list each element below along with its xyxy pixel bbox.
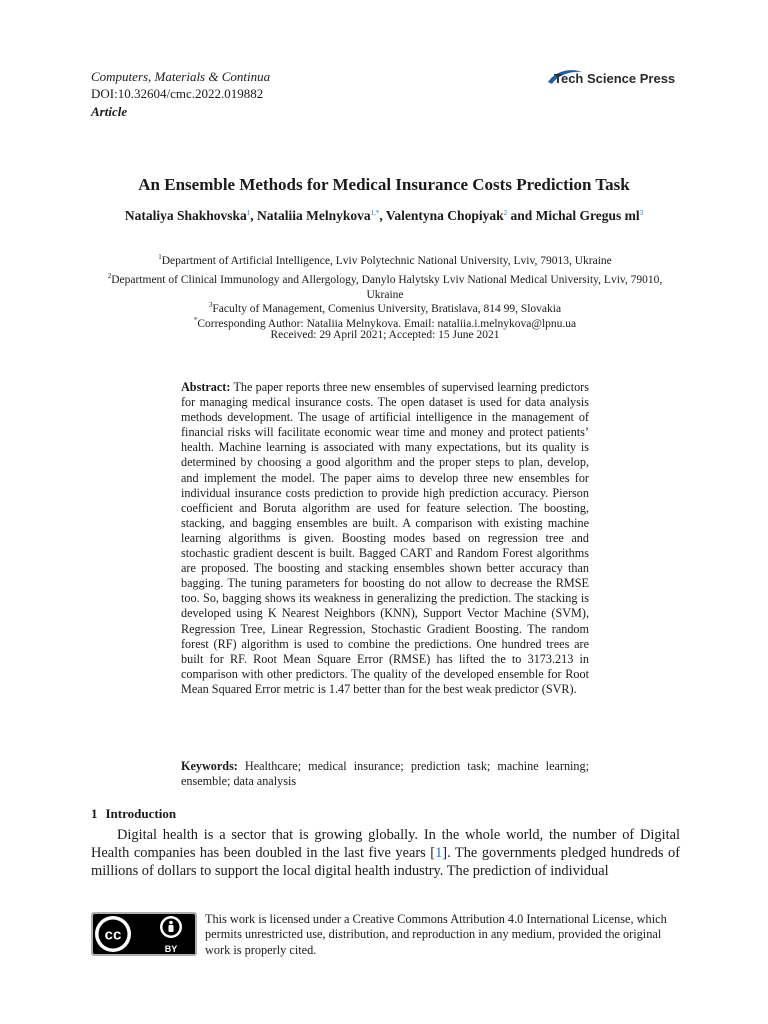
corresponding-marker: * bbox=[193, 316, 198, 324]
abstract-label: Abstract: bbox=[181, 380, 231, 394]
author-affil-marker[interactable]: 3 bbox=[639, 209, 644, 217]
section-title: Introduction bbox=[105, 806, 177, 821]
keywords-text: Healthcare; medical insurance; prediction task; machine learning; ensemble; data analysis bbox=[181, 759, 589, 789]
author-separator: , bbox=[379, 208, 386, 223]
intro-text: Digital health is a sector that is growing globally. In the whole world, the number of Digital Health companies has been doubled in the last five years [ bbox=[91, 827, 680, 861]
section-number: 1 bbox=[91, 806, 98, 821]
author-name: Nataliya Shakhovska bbox=[124, 208, 247, 223]
abstract-text: The paper reports three new ensembles of supervised learning predictors for managing medical insurance costs. The open dataset is used for data analysis methods development. The usage of artificial intelligence in the management of financial risks will facilitate economic wear time and money and protect patients’ health. Machine learning is associated with many expectations, but its quality is determined by choosing a good algorithm and the proper steps to plan, develop, and implement the model. The paper aims to develop three new ensembles for individual insurance costs prediction to provide high prediction accuracy. Pierson coefficient and Boruta algorithm are used for feature selection. The boosting, stacking, and bagging ensembles are built. A comparison with existing machine learning algorithms is given. Boosting modes based on regression tree and stochastic gradient descent is built. Bagged CART and Random Forest algorithms are proposed. The boosting and stacking ensembles shown better accuracy than bagging. The tuning parameters for boosting do not allow to decrease the RMSE too. So, bagging shows its weakness in generalizing the prediction. The stacking is developed using K Nearest Neighbors (KNN), Support Vector Machine (SVM), Regression Tree, Linear Regression, Stochastic Gradient Boosting. The random forest (RF) algorithm is used to combine the predictions. One hundred trees are built for RF. Root Mean Square Error (RMSE) has lifted the to 3173.213 in comparison with other predictors. The quality of the developed ensemble for Root Mean Squared Error metric is 1.47 better than for the best weak predictor (SVR). bbox=[181, 380, 589, 696]
affiliation-marker: 1 bbox=[158, 253, 162, 261]
license-text: This work is licensed under a Creative Commons Attribution 4.0 International License, which permits unrestricted use, distribution, and reproduction in any medium, provided the original work is properly cited. bbox=[205, 912, 667, 957]
author-name: Michal Gregus ml bbox=[535, 208, 640, 223]
doi: DOI:10.32604/cmc.2022.019882 bbox=[91, 86, 264, 101]
introduction-paragraph bbox=[91, 826, 680, 880]
author-name: Nataliia Melnykova bbox=[257, 208, 371, 223]
affiliation-1 bbox=[95, 250, 675, 269]
affiliation-marker: 3 bbox=[208, 301, 213, 309]
keywords bbox=[181, 759, 589, 789]
author-list bbox=[0, 208, 768, 224]
section-heading-introduction bbox=[91, 806, 184, 822]
article-type: Article bbox=[91, 104, 128, 119]
citation-link[interactable]: 1 bbox=[435, 845, 443, 861]
author-affil-marker[interactable]: 1 bbox=[246, 209, 251, 217]
affiliation-text: Faculty of Management, Comenius University, Bratislava, 814 99, Slovakia bbox=[212, 302, 562, 315]
affiliation-text: Department of Clinical Immunology and Allergology, Danylo Halytsky Lviv National Medical University, Lviv, 79010, Ukraine bbox=[111, 273, 663, 302]
paper-title: An Ensemble Methods for Medical Insurance Costs Prediction Task bbox=[138, 175, 630, 194]
author-separator: , bbox=[250, 208, 258, 223]
author-name: Valentyna Chopiyak bbox=[385, 208, 504, 223]
publisher-logo bbox=[546, 66, 675, 90]
cc-by-license-badge[interactable] bbox=[91, 912, 197, 956]
received-dates: Received: 29 April 2021; Accepted: 15 June 2021 bbox=[270, 329, 500, 341]
publisher-name: Tech Science Press bbox=[554, 70, 676, 86]
affiliation-marker: 2 bbox=[107, 272, 112, 280]
author-affil-marker[interactable]: 1,* bbox=[370, 209, 380, 217]
keywords-label: Keywords: bbox=[181, 759, 238, 773]
affiliation-text: Department of Artificial Intelligence, Lviv Polytechnic National University, Lviv, 79013, Ukraine bbox=[161, 254, 612, 267]
corresponding-text: Corresponding Author: Nataliia Melnykova. Email: nataliia.i.melnykova@lpnu.ua bbox=[197, 317, 577, 330]
author-affil-marker[interactable]: 2 bbox=[503, 209, 508, 217]
author-separator: and bbox=[507, 208, 536, 223]
intro-text: ]. The governments pledged hundreds of millions of dollars to support the local digital health industry. The prediction of individual bbox=[91, 845, 681, 879]
abstract bbox=[181, 380, 589, 697]
journal-name: Computers, Materials & Continua bbox=[91, 69, 271, 84]
by-badge-text: BY bbox=[164, 944, 178, 954]
cc-badge-text: cc bbox=[104, 926, 122, 944]
